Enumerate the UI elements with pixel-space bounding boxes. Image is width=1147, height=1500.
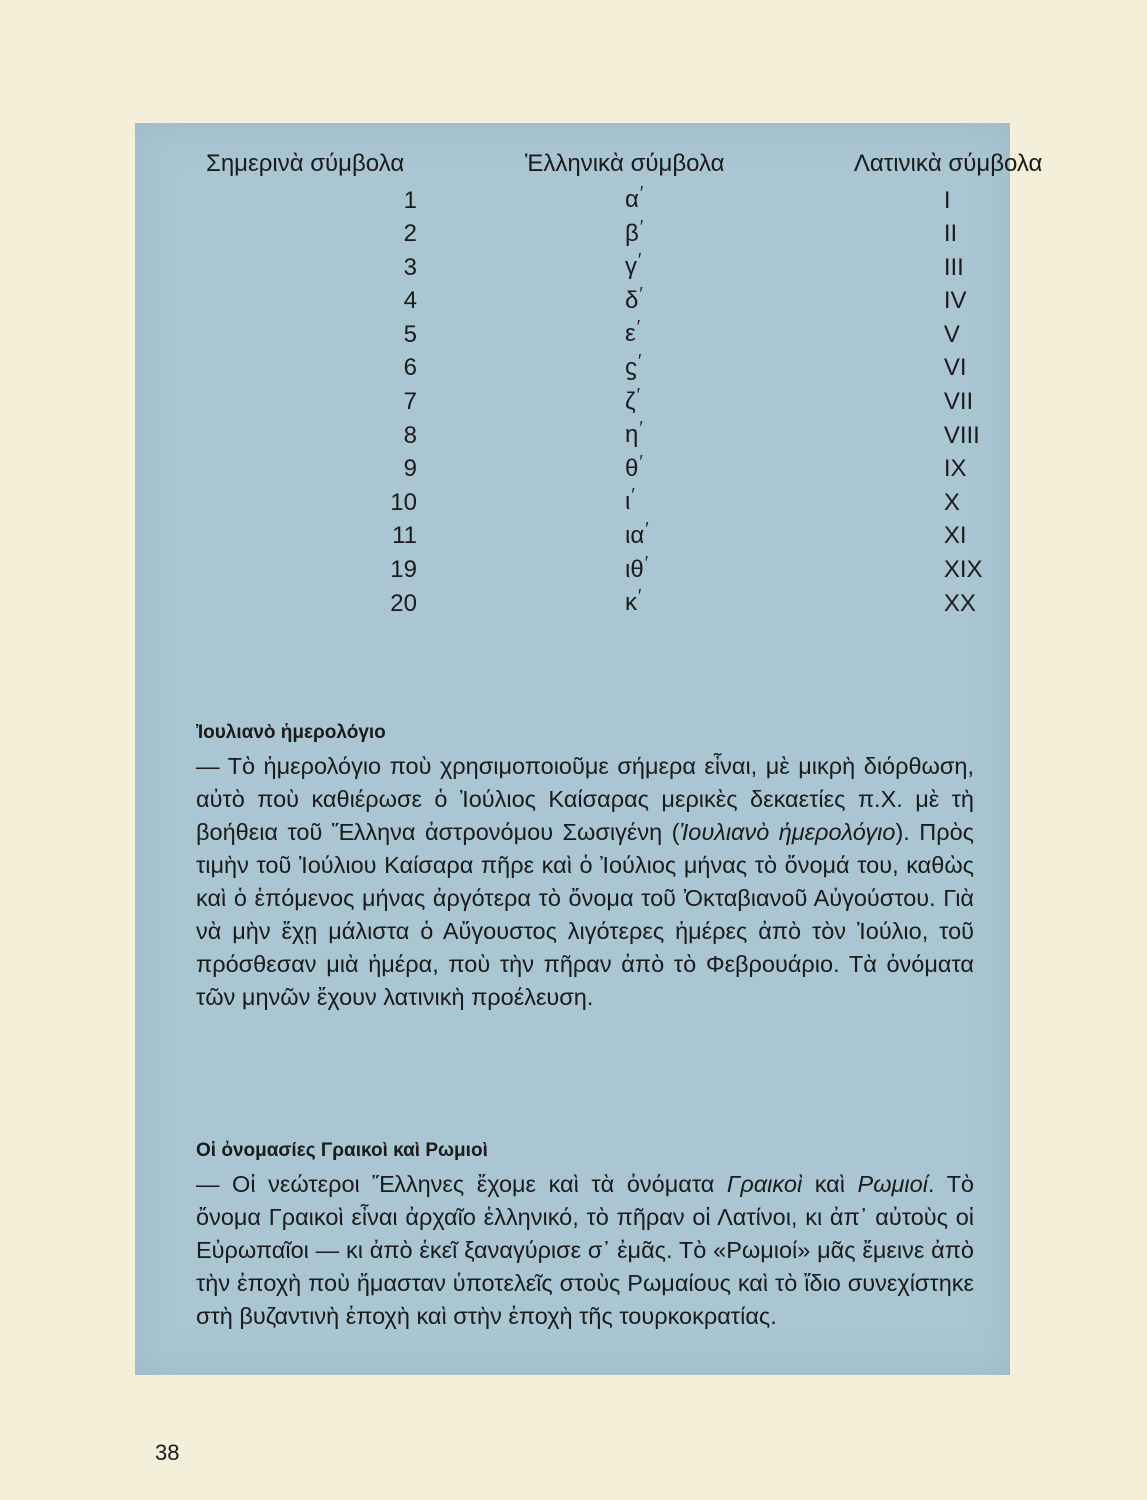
greek-numeral [525,419,854,453]
text-run: . Τὸ ὄνομα Γραικοὶ εἶναι ἀρχαῖο ἑλληνικό, τὸ πῆραν οἱ Λατίνοι, κι ἀπ᾽ αὐτοὺς οἱ Εὐρωπαῖοι — κι ἀπὸ ἐκεῖ ξαναγύρισε σ᾽ ἐμᾶς. Τὸ «Ρωμιοί» μᾶς ἔμεινε ἀπὸ τὴν ἐποχὴ ποὺ ἤμασταν ὑποτελεῖς στοὺς Ρωμαίους καὶ τὸ ἴδιο συνεχίστηκε στὴ βυζαντινὴ ἐποχὴ καὶ στὴν ἐποχὴ τῆς τουρκοκρατίας. [196,1171,974,1329]
greek-numeral [525,520,854,554]
latin-numeral-text: XX [943,589,976,617]
section-paragraph [196,1168,974,1333]
modern-numeral [206,184,525,218]
greek-numeral-text: γ [625,253,637,281]
modern-numeral-text: 7 [403,388,417,416]
modern-numeral-text: 8 [403,421,417,449]
numeral-sign: ′ [631,485,635,506]
greek-numeral-text: θ [625,454,639,482]
greek-numeral [525,184,854,218]
numeral-sign: ′ [638,350,642,371]
modern-numeral-text: 2 [403,220,417,248]
greek-numeral-text: ι [625,488,631,516]
text-run: ). Πρὸς τιμὴν τοῦ Ἰούλιου Καίσαρα πῆρε καὶ ὁ Ἰούλιος μήνας τὸ ὄνομά του, καθὼς καὶ ὁ ἑπόμενος μήνας ἀργότερα τὸ ὄνομα τοῦ Ὀκταβιανοῦ Αὐγούστου. Γιὰ νὰ μὴν ἔχῃ μάλιστα ὁ Αὔγουστος λιγότερες ἡμέρες ἀπὸ τὸν Ἰούλιο, τοῦ πρόσθεσαν μιὰ ἡμέρα, ποὺ τὴν πῆραν ἀπὸ τὸ Φεβρουάριο. Τὰ ὀνόματα τῶν μηνῶν ἔχουν λατινικὴ προέλευση. [196,819,974,1010]
table-row [206,318,1147,352]
modern-numeral [206,554,525,588]
italic-text: Ἰουλιανὸ ἡμερολόγιο [679,819,896,845]
modern-numeral [206,285,525,319]
modern-numeral [206,486,525,520]
latin-numeral [854,218,1147,252]
modern-numeral-text: 9 [403,455,417,483]
greek-numeral [525,486,854,520]
header-modern: Σημερινὰ σύμβολα [206,150,405,177]
latin-numeral-text: II [943,220,958,248]
section-heading: Ἰουλιανὸ ἡμερολόγιο [196,722,386,743]
modern-numeral [206,386,525,420]
latin-numeral [854,352,1147,386]
modern-numeral-text: 11 [392,522,417,550]
modern-numeral-text: 5 [403,320,417,348]
latin-numeral [854,520,1147,554]
modern-numeral-text: 19 [390,556,417,584]
greek-numeral [525,587,854,621]
latin-numeral [854,419,1147,453]
numeral-sign: ′ [639,183,644,203]
modern-numeral-text: 1 [403,186,417,214]
table-row [206,184,1147,218]
section-paragraph [196,750,974,1014]
modern-numeral [206,419,525,453]
table-header-row [206,150,1147,184]
latin-numeral-text: IV [943,287,967,315]
latin-numeral-text: VIII [943,421,980,449]
modern-numeral [206,587,525,621]
numeral-sign: ′ [638,250,642,271]
modern-numeral [206,318,525,352]
greek-numeral-text: β [625,219,639,247]
latin-numeral [854,587,1147,621]
modern-numeral [206,352,525,386]
greek-numeral [525,318,854,352]
modern-numeral-text: 10 [390,488,417,516]
latin-numeral-text: I [943,186,951,214]
greek-numeral-text: ιθ [625,555,644,583]
latin-numeral-text: XI [943,522,967,550]
greek-numeral [525,352,854,386]
greek-numeral-text: δ [625,286,639,314]
latin-numeral-text: V [943,320,960,348]
section-names [196,1140,974,1333]
numeral-sign: ′ [639,418,643,439]
greek-numeral-text: ϛ [625,353,637,381]
table-row [206,386,1147,420]
numeral-sign: ′ [644,552,649,573]
text-run: καὶ [802,1171,858,1197]
greek-numeral-text: ια [625,521,645,549]
greek-numeral-text: η [625,421,639,449]
numeral-sign: ′ [638,586,642,607]
header-greek: Ἑλληνικὰ σύμβολα [525,150,725,177]
greek-numeral-text: ε [625,320,636,348]
modern-numeral-text: 20 [390,589,417,617]
greek-numeral [525,285,854,319]
greek-numeral [525,453,854,487]
greek-numeral [525,218,854,252]
greek-numeral-text: α [625,186,639,213]
latin-numeral-text: X [943,488,960,516]
greek-numeral-text: ζ [625,387,636,415]
table-row [206,520,1147,554]
modern-numeral-text: 6 [403,354,417,382]
table-row [206,352,1147,386]
latin-numeral [854,318,1147,352]
greek-numeral [525,251,854,285]
italic-text: Ρωμιοί [857,1171,928,1197]
latin-numeral [854,184,1147,218]
greek-numeral-text: κ [625,589,637,617]
latin-numeral-text: XIX [943,556,983,584]
table-row [206,285,1147,319]
modern-numeral-text: 3 [403,253,417,281]
latin-numeral-text: III [943,253,964,281]
numeral-sign: ′ [645,518,649,539]
section-heading: Οἱ ὀνομασίες Γραικοὶ καὶ Ρωμιοὶ [196,1140,488,1161]
numeral-sign: ′ [639,451,643,472]
latin-numeral [854,554,1147,588]
section-julian-calendar [196,722,974,1014]
latin-numeral-text: VII [943,388,974,416]
latin-numeral [854,285,1147,319]
table-body [206,184,1147,621]
page-number: 38 [155,1440,180,1465]
modern-numeral [206,251,525,285]
latin-numeral [854,486,1147,520]
table-row [206,453,1147,487]
numeral-sign: ′ [639,216,644,237]
numeral-sign: ′ [636,317,641,338]
numerals-table [206,150,1147,621]
numeral-sign: ′ [636,384,640,405]
modern-numeral [206,520,525,554]
modern-numeral [206,453,525,487]
table-row [206,419,1147,453]
modern-numeral [206,218,525,252]
table-row [206,554,1147,588]
latin-numeral [854,386,1147,420]
greek-numeral [525,386,854,420]
text-run: — Τὸ ἡμερολόγιο ποὺ χρησιμοποιοῦμε σήμερα εἶναι, μὲ μικρὴ διόρθωση, αὐτὸ ποὺ καθιέρωσε ὁ Ἰούλιος Καίσαρας μερικὲς δεκαετίες π.Χ. μὲ τὴ βοήθεια τοῦ Ἕλληνα ἀστρονόμου Σωσιγένη ( [196,753,974,845]
table-row [206,587,1147,621]
greek-numeral [525,554,854,588]
latin-numeral [854,453,1147,487]
table-row [206,486,1147,520]
numeral-sign: ′ [639,283,643,304]
italic-text: Γραικοὶ [726,1171,803,1197]
table-row [206,218,1147,252]
latin-numeral [854,251,1147,285]
latin-numeral-text: IX [943,455,967,483]
text-run: — Οἱ νεώτεροι Ἕλληνες ἔχομε καὶ τὰ ὀνόματα [196,1171,727,1197]
table-row [206,251,1147,285]
latin-numeral-text: VI [943,354,967,382]
modern-numeral-text: 4 [403,287,417,315]
header-latin: Λατινικὰ σύμβολα [853,150,1043,177]
